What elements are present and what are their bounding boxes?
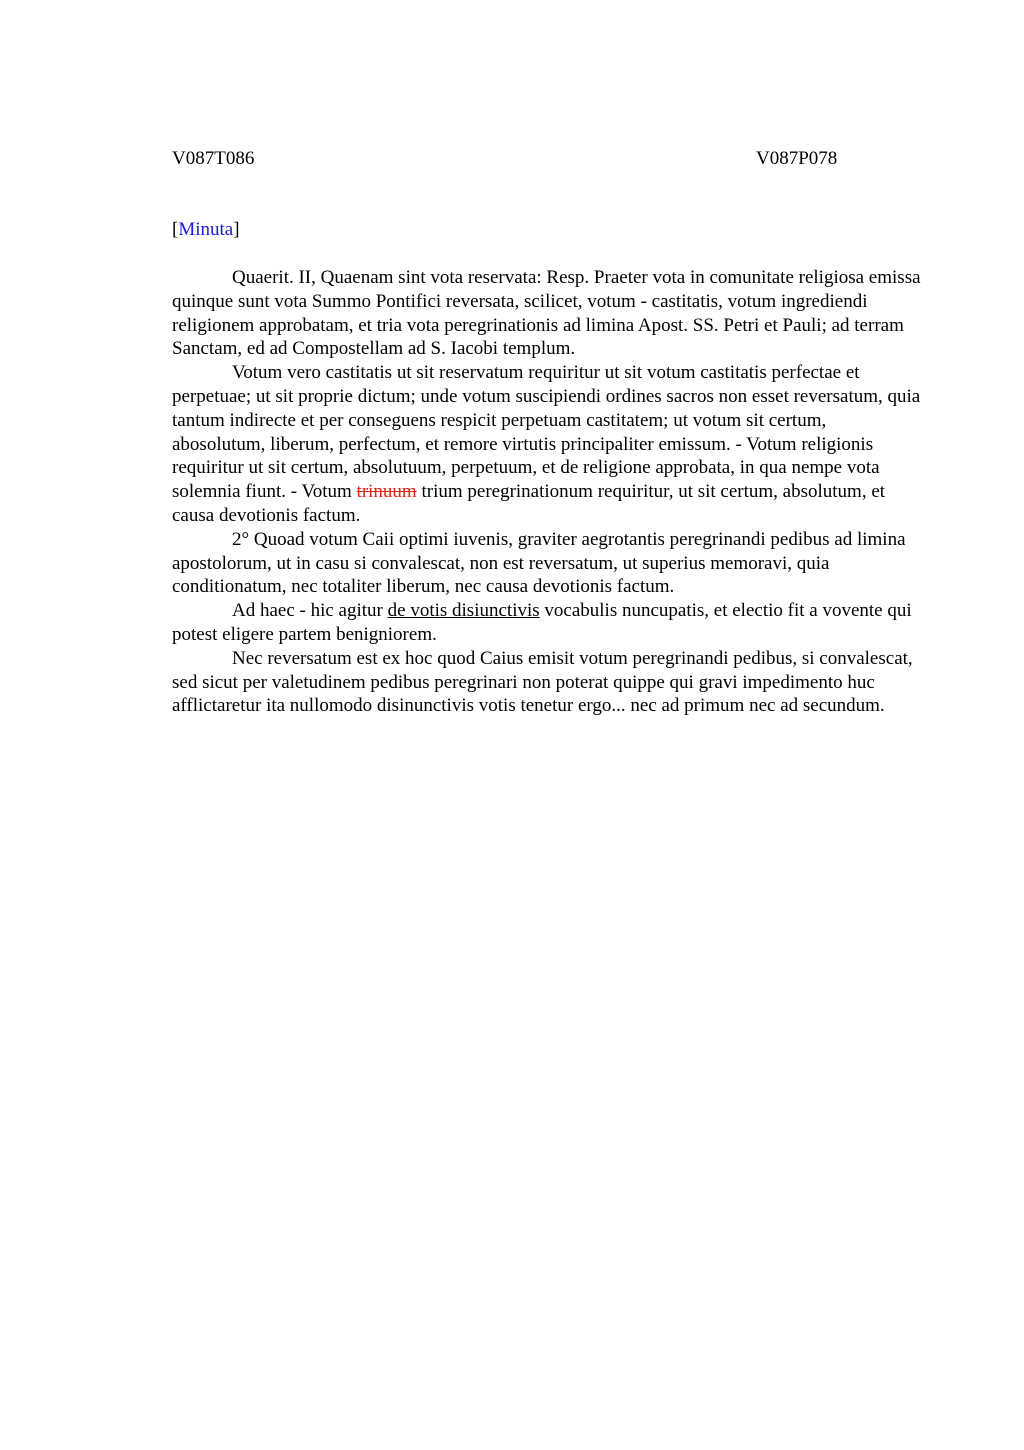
paragraph-1: Quaerit. II, Quaenam sint vota reservata: Resp. Praeter vota in comunitate religiosa emissa quinque sunt vota Summo Pontifici reversata, scilicet, votum - castitatis, votum ingrediendi religionem approbatam, et tria vota peregrinationis ad limina Apost. SS. Petri et Pauli; ad terram Sanctam, ed ad Compostellam ad S. Iacobi templum.: [172, 267, 921, 360]
section-heading: [172, 218, 240, 241]
document-code-right: V087P078: [756, 148, 838, 169]
paragraph-2: [172, 361, 922, 528]
paragraph-2-text-before: Votum vero castitatis ut sit reservatum requiritur ut sit votum castitatis perfectae et perpetuae; ut sit proprie dictum; unde votum suscipiendi ordines sacros non esset reversatum, quia tantum indirecte et per conseguens respicit perpetuam castitatem; ut votum sit certum, abosolutum, liberum, perfectum, et remore virtutis principaliter emissum. - Votum religionis requiritur ut sit certum, absolutuum, perpetuum, et de religione approbata, in qua nempe vota solemnia fiunt. - Votum: [172, 362, 921, 503]
heading-open-bracket: [: [172, 219, 179, 240]
paragraph-2-text-after: trium peregrinationum requiritur, ut sit certum, absolutum, et causa devotionis factum.: [172, 481, 886, 526]
underlined-phrase: de votis disiunctivis: [387, 600, 540, 622]
document-code-left: V087T086: [172, 148, 255, 169]
heading-close-bracket: ]: [233, 219, 240, 240]
paragraph-4-text-after: vocabulis nuncupatis, et electio fit a vovente qui potest eligere partem benigniorem.: [172, 600, 912, 645]
paragraph-4-text-before: Ad haec - hic agitur: [232, 600, 383, 622]
struck-word: trinuum: [356, 481, 417, 503]
heading-label: Minuta: [178, 219, 234, 240]
document-body: [172, 266, 922, 718]
paragraph-5: Nec reversatum est ex hoc quod Caius emisit votum peregrinandi pedibus, si convalescat, sed sicut per valetudinem pedibus peregrinari non poterat quippe qui gravi impedimento huc afflictaretur ita nullomodo disinunctivis votis tenetur ergo... nec ad primum nec ad secundum.: [172, 647, 913, 717]
paragraph-4: [172, 599, 922, 647]
paragraph-3: 2° Quoad votum Caii optimi iuvenis, graviter aegrotantis peregrinandi pedibus ad limina apostolorum, ut in casu si convalescat, non est reversatum, ut superius memoravi, quia conditionatum, nec totaliter liberum, nec causa devotionis factum.: [172, 528, 906, 598]
